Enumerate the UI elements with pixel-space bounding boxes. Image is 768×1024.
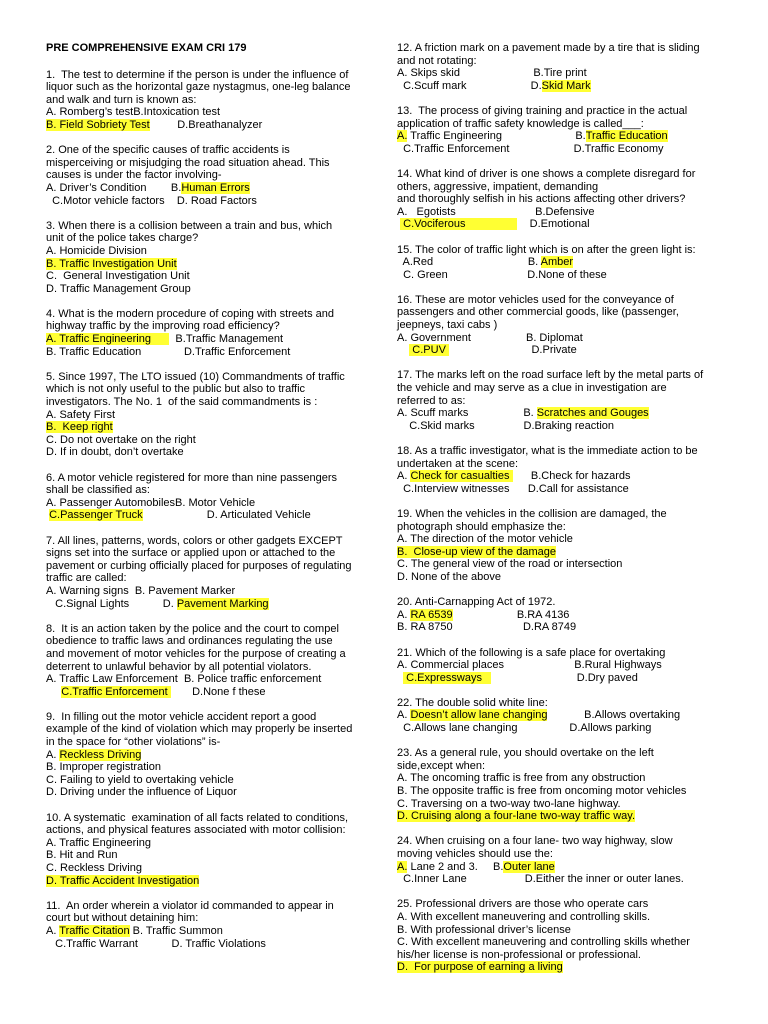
- right-question-list: [397, 42, 727, 974]
- question-line: [397, 407, 727, 420]
- question-line: [397, 911, 727, 924]
- highlighted-answer: Skid Mark: [541, 79, 591, 92]
- text-segment: C. Reckless Driving: [46, 862, 142, 874]
- text-segment: moving vehicles should use the:: [397, 848, 553, 860]
- text-segment: 22. The double solid white line:: [397, 696, 548, 709]
- text-segment: 5. Since 1997, The LTO issued (10) Commandments of traffic: [46, 370, 345, 383]
- question-line: [46, 232, 362, 245]
- question-block: [46, 623, 362, 699]
- text-segment: and not rotating:: [397, 54, 477, 67]
- question-block: [46, 900, 362, 950]
- question-line: [397, 206, 727, 219]
- text-segment: which is not only useful to the public but also to traffic: [46, 383, 306, 396]
- text-segment: photograph should emphasize the:: [397, 520, 566, 533]
- question-line: [397, 55, 727, 68]
- question-line: [397, 369, 727, 382]
- question-line: [397, 458, 727, 471]
- text-segment: B. Traffic Education D.Traffic Enforcement: [46, 345, 291, 358]
- question-line: [397, 118, 727, 131]
- question-line: [397, 596, 727, 609]
- question-line: [397, 848, 727, 861]
- text-segment: 10. A systematic examination of all facts related to conditions,: [46, 811, 349, 824]
- question-line: [397, 949, 727, 962]
- question-line: [397, 218, 727, 231]
- text-segment: referred to as:: [397, 394, 466, 407]
- highlighted-answer: A. Traffic Engineering: [46, 333, 170, 346]
- text-segment: A.: [46, 748, 60, 761]
- text-segment: example of the kind of violation which may properly be inserted: [46, 723, 353, 736]
- text-segment: A. The direction of the motor vehicle: [397, 533, 573, 546]
- highlighted-answer: Reckless Driving: [59, 748, 142, 761]
- question-line: [397, 244, 727, 257]
- text-segment: C.Motor vehicle factors D. Road Factors: [46, 194, 257, 207]
- question-line: [397, 143, 727, 156]
- question-line: [46, 472, 362, 485]
- highlighted-answer: Amber: [540, 256, 574, 269]
- text-segment: 12. A friction mark on a pavement made by a tire that is sliding: [397, 42, 700, 54]
- question-line: [46, 509, 362, 522]
- text-segment: C. Failing to yield to overtaking vehicle: [46, 773, 234, 786]
- question-line: [46, 572, 362, 585]
- question-block: [397, 747, 727, 823]
- left-column: [46, 42, 362, 963]
- text-segment: D. None of the above: [397, 570, 501, 583]
- question-line: [46, 446, 362, 459]
- question-line: [46, 434, 362, 447]
- text-segment: 2. One of the specific causes of traffic accidents is: [46, 144, 290, 157]
- text-segment: passengers and other commercial goods, like (passenger,: [397, 306, 679, 319]
- question-line: [397, 80, 727, 93]
- text-segment: 20. Anti-Carnapping Act of 1972.: [397, 596, 556, 609]
- question-line: [397, 306, 727, 319]
- question-line: [46, 648, 362, 661]
- question-line: [46, 837, 362, 850]
- right-column: [397, 42, 727, 987]
- question-line: [46, 723, 362, 736]
- question-block: [397, 697, 727, 735]
- text-segment: side,except when:: [397, 759, 486, 772]
- question-line: [397, 571, 727, 584]
- question-line: [397, 269, 727, 282]
- text-segment: A. Driver’s Condition B.: [46, 181, 182, 194]
- question-line: [46, 761, 362, 774]
- question-line: [46, 862, 362, 875]
- text-segment: 24. When cruising on a four lane- two way highway, slow: [397, 835, 673, 848]
- question-line: [46, 371, 362, 384]
- question-line: [46, 270, 362, 283]
- text-segment: and movement of motor vehicles for the purpose of creating a: [46, 647, 346, 660]
- question-line: [397, 709, 727, 722]
- highlighted-answer: C.Vociferous: [400, 218, 518, 231]
- question-line: [397, 508, 727, 521]
- text-segment: D. Traffic Management Group: [46, 282, 191, 295]
- highlighted-answer: Check for casualties: [410, 470, 513, 483]
- question-line: [46, 169, 362, 182]
- text-segment: A.: [397, 608, 411, 621]
- question-line: [46, 333, 362, 346]
- text-segment: C. Traversing on a two-way two-lane highway.: [397, 797, 621, 810]
- highlighted-answer: Traffic Education: [585, 130, 668, 143]
- question-line: [397, 382, 727, 395]
- text-segment: investigators. The No. 1 of the said commandments is :: [46, 396, 318, 409]
- question-line: [397, 760, 727, 773]
- question-block: [46, 144, 362, 207]
- question-line: [397, 168, 727, 181]
- text-segment: A. The oncoming traffic is free from any obstruction: [397, 772, 646, 785]
- text-segment: B.Allows overtaking: [547, 709, 681, 722]
- highlighted-answer: C.Expressways: [403, 671, 492, 684]
- highlighted-answer: B. Field Sobriety Test: [46, 118, 150, 131]
- highlighted-answer: D. Traffic Accident Investigation: [46, 874, 200, 887]
- text-segment: C. With excellent maneuvering and controlling skills whether: [397, 936, 690, 949]
- text-segment: 1. The test to determine if the person is under the influence of: [46, 68, 349, 81]
- question-line: [46, 157, 362, 170]
- question-line: [397, 319, 727, 332]
- text-segment: and walk and turn is known as:: [46, 93, 197, 106]
- highlighted-answer: Traffic Citation: [59, 924, 130, 937]
- question-line: [46, 849, 362, 862]
- question-block: [46, 371, 362, 459]
- text-segment: and thoroughly selfish in his actions affecting other drivers?: [397, 193, 686, 206]
- text-segment: application of traffic safety knowledge is called___:: [397, 117, 644, 130]
- text-segment: D.Private: [448, 344, 577, 357]
- question-line: [397, 483, 727, 496]
- highlighted-answer: B. Keep right: [46, 421, 113, 434]
- question-line: [397, 181, 727, 194]
- text-segment: actions, and physical features associated with motor collision:: [46, 824, 346, 837]
- question-line: [46, 421, 362, 434]
- text-segment: A.: [397, 709, 411, 722]
- question-line: [397, 533, 727, 546]
- text-segment: unit of the police takes charge?: [46, 232, 199, 245]
- question-block: [397, 596, 727, 634]
- question-line: [397, 785, 727, 798]
- question-line: [397, 810, 727, 823]
- question-line: [46, 912, 362, 925]
- text-segment: 18. As a traffic investigator, what is the immediate action to be: [397, 445, 698, 457]
- text-segment: signs set into the surface or applied upon or attached to the: [46, 547, 336, 560]
- question-line: [397, 961, 727, 974]
- text-segment: C. Green D.None of these: [397, 268, 607, 281]
- question-line: [46, 635, 362, 648]
- text-segment: 23. As a general rule, you should overtake on the left: [397, 747, 654, 760]
- text-segment: D.Dry paved: [491, 671, 638, 684]
- question-block: [46, 535, 362, 611]
- text-segment: C. Do not overtake on the right: [46, 433, 196, 446]
- question-line: [46, 245, 362, 258]
- text-segment: D.Emotional: [517, 218, 590, 231]
- question-line: [397, 609, 727, 622]
- text-segment: C.Skid marks D.Braking reaction: [397, 419, 615, 432]
- question-block: [46, 812, 362, 888]
- text-segment: B.Check for hazards: [512, 470, 631, 483]
- text-segment: D.None f these: [170, 685, 266, 698]
- text-segment: his/her license is non-professional or professional.: [397, 948, 641, 961]
- text-segment: the vehicle and may serve as a clue in investigation are: [397, 382, 667, 395]
- text-segment: 9. In filling out the motor vehicle accident report a good: [46, 710, 317, 723]
- text-segment: D. If in doubt, don’t overtake: [46, 446, 184, 459]
- text-segment: others, aggressive, impatient, demanding: [397, 180, 599, 193]
- highlighted-answer: C.Passenger Truck: [49, 509, 143, 522]
- question-block: [397, 898, 727, 974]
- question-line: [397, 470, 727, 483]
- question-block: [397, 835, 727, 885]
- question-line: [397, 861, 727, 874]
- question-line: [397, 697, 727, 710]
- text-segment: 8. It is an action taken by the police and the court to compel: [46, 622, 339, 635]
- text-segment: A. Warning signs B. Pavement Marker: [46, 584, 236, 597]
- highlighted-answer: A.: [397, 860, 408, 873]
- text-segment: 7. All lines, patterns, words, colors or other gadgets EXCEPT: [46, 534, 343, 547]
- text-segment: A. Egotists B.Defensive: [397, 205, 595, 218]
- text-segment: causes is under the factor involving-: [46, 169, 222, 182]
- text-segment: 3. When there is a collision between a train and bus, which: [46, 219, 333, 232]
- text-segment: 21. Which of the following is a safe place for overtaking: [397, 646, 666, 659]
- question-line: [46, 94, 362, 107]
- question-line: [397, 445, 727, 458]
- text-segment: 14. What kind of driver is one shows a complete disregard for: [397, 167, 696, 180]
- question-line: [46, 875, 362, 888]
- highlighted-answer: D. Cruising along a four-lane two-way traffic way.: [397, 810, 636, 823]
- text-segment: 4. What is the modern procedure of coping with streets and: [46, 307, 334, 320]
- highlighted-answer: RA 6539: [410, 608, 453, 621]
- question-line: [46, 736, 362, 749]
- question-line: [46, 925, 362, 938]
- text-segment: 19. When the vehicles in the collision are damaged, the: [397, 507, 667, 520]
- highlighted-answer: B. Close-up view of the damage: [397, 545, 556, 558]
- question-line: [397, 621, 727, 634]
- question-line: [397, 659, 727, 672]
- question-line: [46, 786, 362, 799]
- question-line: [397, 546, 727, 559]
- question-line: [397, 936, 727, 949]
- question-line: [46, 900, 362, 913]
- question-block: [397, 105, 727, 155]
- text-segment: 11. An order wherein a violator id commanded to appear in: [46, 899, 334, 912]
- text-segment: A. Safety First: [46, 408, 116, 421]
- question-line: [46, 824, 362, 837]
- question-line: [46, 81, 362, 94]
- question-line: [46, 182, 362, 195]
- question-line: [46, 598, 362, 611]
- question-line: [46, 623, 362, 636]
- text-segment: B. With professional driver’s license: [397, 923, 571, 936]
- question-line: [397, 898, 727, 911]
- text-segment: Traffic Engineering B.: [407, 130, 586, 143]
- text-segment: B.RA 4136: [452, 608, 570, 621]
- question-line: [46, 938, 362, 951]
- text-segment: C.Interview witnesses D.Call for assistance: [397, 482, 629, 495]
- question-block: [46, 711, 362, 799]
- question-block: [397, 508, 727, 584]
- text-segment: 15. The color of traffic light which is on after the green light is:: [397, 243, 696, 256]
- text-segment: court but without detaining him:: [46, 912, 199, 925]
- question-line: [46, 661, 362, 674]
- question-line: [46, 497, 362, 510]
- text-segment: C.Traffic Warrant D. Traffic Violations: [46, 937, 266, 950]
- question-line: [46, 686, 362, 699]
- question-line: [46, 409, 362, 422]
- left-question-list: [46, 69, 362, 951]
- text-segment: C.Scuff mark D.: [397, 79, 542, 92]
- text-segment: undertaken at the scene:: [397, 457, 519, 470]
- question-line: [397, 256, 727, 269]
- question-line: [46, 535, 362, 548]
- text-segment: jeepneys, taxi cabs ): [397, 319, 498, 332]
- text-segment: B. RA 8750 D.RA 8749: [397, 621, 577, 634]
- question-line: [397, 672, 727, 685]
- text-segment: C. The general view of the road or intersection: [397, 558, 623, 571]
- text-segment: B.Traffic Management: [169, 333, 284, 346]
- highlighted-answer: A.: [397, 130, 408, 143]
- text-segment: A. Passenger AutomobilesB. Motor Vehicle: [46, 496, 256, 509]
- question-line: [46, 673, 362, 686]
- question-line: [46, 484, 362, 497]
- text-segment: B. Improper registration: [46, 761, 161, 774]
- text-segment: 13. The process of giving training and practice in the actual: [397, 104, 688, 117]
- text-segment: in the space for “other violations” is-: [46, 736, 221, 749]
- question-line: [46, 69, 362, 82]
- question-line: [397, 420, 727, 433]
- text-segment: shall be classified as:: [46, 484, 150, 497]
- question-block: [397, 42, 727, 92]
- question-line: [397, 558, 727, 571]
- highlighted-answer: C.PUV: [409, 344, 449, 357]
- question-line: [46, 195, 362, 208]
- question-block: [397, 369, 727, 432]
- text-segment: C.Traffic Enforcement D.Traffic Economy: [397, 142, 664, 155]
- question-line: [397, 193, 727, 206]
- text-segment: A. Homicide Division: [46, 244, 147, 257]
- question-block: [397, 445, 727, 495]
- text-segment: A. Romberg’s testB.Intoxication test: [46, 106, 221, 119]
- question-line: [397, 798, 727, 811]
- text-segment: C.Allows lane changing D.Allows parking: [397, 722, 652, 735]
- highlighted-answer: B. Traffic Investigation Unit: [46, 257, 177, 270]
- question-line: [46, 749, 362, 762]
- text-segment: highway traffic by the improving road efficiency?: [46, 320, 280, 333]
- text-segment: misperceiving or misjudging the road situation ahead. This: [46, 156, 330, 169]
- question-line: [46, 812, 362, 825]
- question-line: [46, 560, 362, 573]
- text-segment: D. Driving under the influence of Liquor: [46, 786, 237, 799]
- text-segment: 16. These are motor vehicles used for the conveyance of: [397, 293, 674, 306]
- question-line: [46, 258, 362, 271]
- question-line: [46, 396, 362, 409]
- question-line: [397, 722, 727, 735]
- text-segment: D. Articulated Vehicle: [142, 509, 311, 522]
- question-line: [46, 283, 362, 296]
- question-block: [397, 168, 727, 231]
- text-segment: B. Hit and Run: [46, 849, 118, 862]
- text-segment: [397, 344, 409, 356]
- text-segment: traffic are called:: [46, 572, 127, 585]
- text-segment: obedience to traffic laws and ordinances regulating the use: [46, 635, 333, 648]
- text-segment: A. With excellent maneuvering and controlling skills.: [397, 910, 651, 923]
- highlighted-answer: Scratches and Gouges: [536, 407, 649, 420]
- question-line: [46, 711, 362, 724]
- question-line: [46, 774, 362, 787]
- question-line: [397, 294, 727, 307]
- question-block: [46, 308, 362, 358]
- exam-title: PRE COMPREHENSIVE EXAM CRI 179: [46, 42, 247, 54]
- text-segment: A. Government B. Diplomat: [397, 331, 583, 344]
- text-segment: 17. The marks left on the road surface left by the metal parts of: [397, 369, 704, 382]
- question-line: [397, 521, 727, 534]
- question-line: [397, 130, 727, 143]
- question-line: [46, 106, 362, 119]
- question-line: [397, 344, 727, 357]
- question-line: [397, 395, 727, 408]
- text-segment: 25. Professional drivers are those who operate cars: [397, 898, 649, 911]
- highlighted-answer: Human Errors: [181, 181, 250, 194]
- question-line: [46, 308, 362, 321]
- text-segment: C.Signal Lights D.: [46, 597, 177, 610]
- question-block: [397, 647, 727, 685]
- text-segment: A.: [397, 470, 411, 483]
- text-segment: A. Scuff marks B.: [397, 407, 537, 420]
- text-segment: A. Traffic Law Enforcement B. Police traffic enforcement: [46, 673, 322, 686]
- question-block: [397, 294, 727, 357]
- question-line: [46, 119, 362, 132]
- question-line: [397, 105, 727, 118]
- highlighted-answer: Doesn’t allow lane changing: [410, 709, 548, 722]
- text-segment: C.Inner Lane D.Either the inner or outer lanes.: [397, 873, 684, 886]
- text-segment: A. Traffic Engineering: [46, 836, 151, 849]
- question-line: [397, 42, 727, 55]
- question-line: [397, 835, 727, 848]
- text-segment: B. The opposite traffic is free from oncoming motor vehicles: [397, 785, 687, 798]
- text-segment: B. Traffic Summon: [129, 924, 223, 937]
- question-block: [397, 244, 727, 282]
- text-segment: A. Skips skid B.Tire print: [397, 67, 587, 80]
- question-line: [397, 647, 727, 660]
- question-line: [397, 924, 727, 937]
- question-line: [46, 220, 362, 233]
- text-segment: pavement or curbing officially placed for purposes of regulating: [46, 559, 352, 572]
- text-segment: [46, 686, 61, 698]
- question-line: [46, 320, 362, 333]
- text-segment: A.Red B.: [397, 256, 541, 269]
- text-segment: D.Breathanalyzer: [149, 118, 263, 131]
- question-line: [397, 772, 727, 785]
- text-segment: 6. A motor vehicle registered for more than nine passengers: [46, 471, 338, 484]
- text-segment: liquor such as the horizontal gaze nystagmus, one-leg balance: [46, 81, 351, 94]
- question-block: [46, 472, 362, 522]
- text-segment: A. Commercial places B.Rural Highways: [397, 659, 662, 672]
- question-line: [46, 346, 362, 359]
- question-block: [46, 220, 362, 296]
- question-line: [46, 144, 362, 157]
- question-line: [397, 67, 727, 80]
- text-segment: deterrent to unlawful behavior by all potential violators.: [46, 660, 312, 673]
- question-line: [46, 585, 362, 598]
- highlighted-answer: D. For purpose of earning a living: [397, 961, 563, 974]
- highlighted-answer: Pavement Marking: [176, 597, 269, 610]
- highlighted-answer: Outer lane: [503, 860, 555, 873]
- question-line: [397, 747, 727, 760]
- text-segment: A.: [46, 924, 60, 937]
- question-line: [397, 873, 727, 886]
- question-block: [46, 69, 362, 132]
- question-line: [397, 332, 727, 345]
- text-segment: C. General Investigation Unit: [46, 270, 190, 283]
- highlighted-answer: C.Traffic Enforcement: [61, 685, 171, 698]
- question-line: [46, 547, 362, 560]
- text-segment: Lane 2 and 3. B.: [407, 860, 504, 873]
- question-line: [46, 383, 362, 396]
